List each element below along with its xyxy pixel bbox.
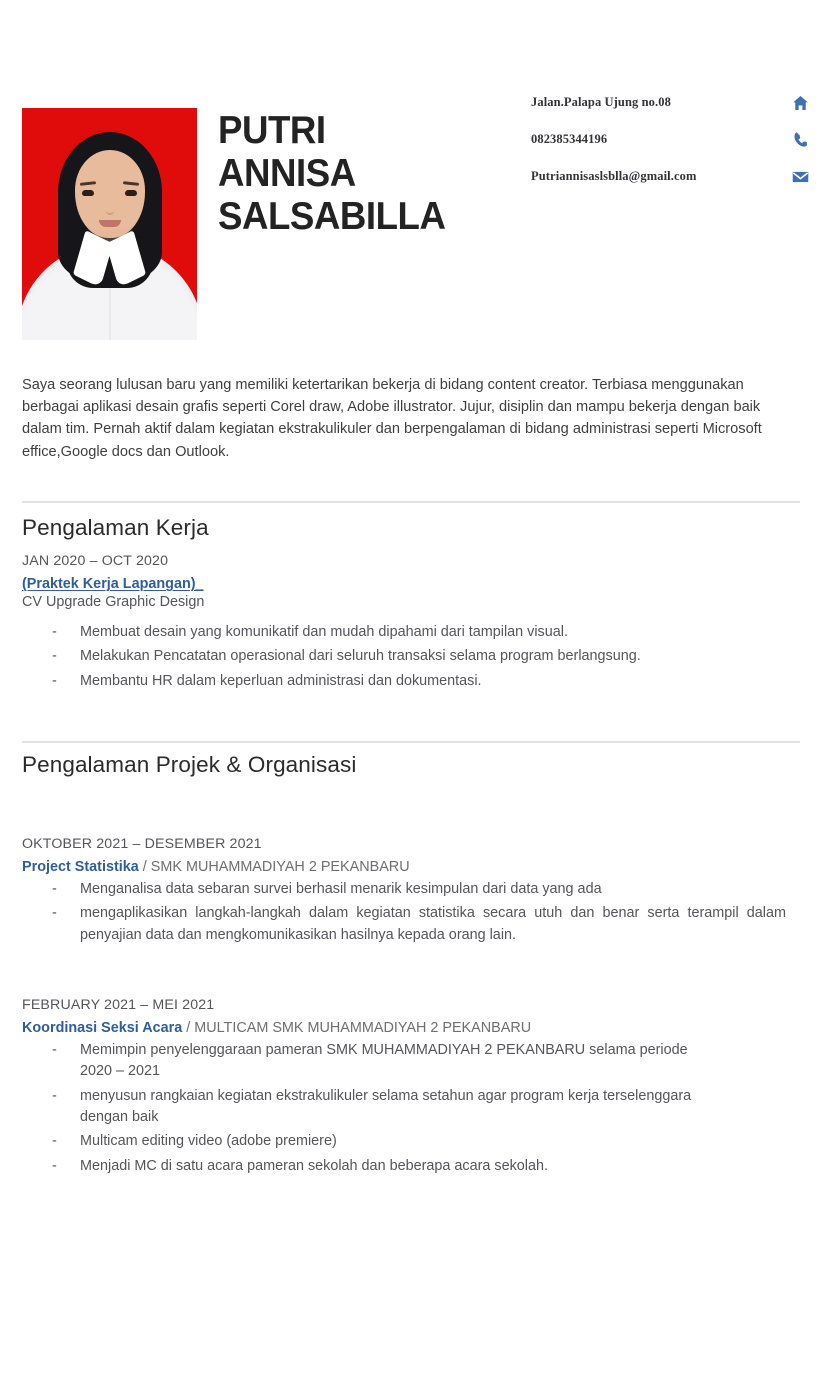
- list-item: - Membuat desain yang komunikatif dan mudah dipahami dari tampilan visual.: [22, 622, 804, 643]
- phone-icon: [791, 130, 810, 149]
- list-item: - Menjadi MC di satu acara pameran sekolah dan beberapa acara sekolah.: [22, 1156, 804, 1177]
- resume-header: [0, 0, 828, 355]
- photo-nose: [105, 203, 114, 215]
- name-line-2: ANNISA: [218, 152, 356, 196]
- work-entry-role: [22, 576, 804, 592]
- list-item: - menyusun rangkaian kegiatan ekstrakulikuler selama setahun agar program kerja terselenggara dengan baik: [22, 1086, 804, 1129]
- candidate-name: [218, 109, 460, 242]
- address-text: Jalan.Palapa Ujung no.08: [531, 95, 671, 109]
- project-entry-2-organization: MULTICAM SMK MUHAMMADIYAH 2 PEKANBARU: [194, 1020, 532, 1036]
- summary-paragraph: Saya seorang lulusan baru yang memiliki ketertarikan bekerja di bidang content creator. Terbiasa menggunakan berbagai aplikasi desain grafis seperti Corel draw, Adobe illustrator. Jujur, disiplin dan mampu bekerja dengan baik dalam tim. Pernah aktif dalam kegiatan ekstrakulikuler dan berpengalaman di bidang administrasi seperti Microsoft effice,Google docs dan Outlook.: [22, 376, 762, 460]
- profile-photo: [22, 108, 197, 340]
- list-item: - Melakukan Pencatatan operasional dari seluruh transaksi selama program berlangsung.: [22, 646, 804, 667]
- name-line-1: PUTRI: [218, 109, 326, 152]
- list-item: - Menganalisa data sebaran survei berhasil menarik kesimpulan dari data yang ada: [22, 879, 804, 900]
- phone-text: 082385344196: [531, 132, 608, 146]
- email-text: Putriannisaslsblla@gmail.com: [531, 169, 697, 183]
- project-entry-2-role: [22, 1020, 804, 1036]
- photo-shirt-placket: [109, 282, 110, 340]
- project-entry-1: [22, 836, 804, 949]
- photo-eye-left: [82, 190, 94, 196]
- project-entry-2-role-label: Koordinasi Seksi Acara: [22, 1020, 183, 1036]
- work-entry-bullets: [22, 622, 804, 692]
- project-entry-2-bullets: [22, 1040, 804, 1177]
- contact-block: [531, 84, 811, 195]
- home-icon: [791, 93, 810, 112]
- project-entry-1-organization: SMK MUHAMMADIYAH 2 PEKANBARU: [150, 859, 410, 875]
- section-title-work: Pengalaman Kerja: [22, 515, 209, 540]
- divider-work: [22, 501, 800, 503]
- project-entry-1-role-label: Project Statistika: [22, 859, 139, 875]
- project-entry-2-date: FEBRUARY 2021 – MEI 2021: [22, 997, 215, 1013]
- project-entry-2: [22, 997, 804, 1180]
- project-entry-1-separator: /: [138, 859, 151, 875]
- project-entry-1-date: OKTOBER 2021 – DESEMBER 2021: [22, 836, 262, 852]
- work-entry: [22, 553, 804, 692]
- work-entry-role-label: (Praktek Kerja Lapangan)_: [22, 576, 204, 592]
- mail-icon: [791, 167, 810, 186]
- list-item: - Memimpin penyelenggaraan pameran SMK MUHAMMADIYAH 2 PEKANBARU selama periode 2020 – 2021: [22, 1040, 804, 1083]
- divider-projects: [22, 741, 800, 743]
- work-entry-organization: CV Upgrade Graphic Design: [22, 594, 205, 610]
- project-entry-1-bullets: [22, 879, 804, 946]
- list-item: - mengaplikasikan langkah-langkah dalam kegiatan statistika secara utuh dan benar serta terampil dalam penyajian data dan mengkomunikasikan hasilnya kepada orang lain.: [22, 903, 804, 946]
- section-work-experience: [22, 515, 804, 695]
- list-item: - Multicam editing video (adobe premiere): [22, 1131, 804, 1152]
- photo-eye-right: [125, 190, 137, 196]
- contact-row-email: [531, 158, 811, 195]
- list-item: - Membantu HR dalam keperluan administrasi dan dokumentasi.: [22, 671, 804, 692]
- name-line-3: SALSABILLA: [218, 195, 446, 239]
- section-projects-organizations: [22, 752, 804, 778]
- contact-row-phone: [531, 121, 811, 158]
- contact-row-address: [531, 84, 811, 121]
- section-title-projects: Pengalaman Projek & Organisasi: [22, 752, 357, 777]
- project-entry-1-role: [22, 859, 804, 875]
- project-entry-2-separator: /: [182, 1020, 195, 1036]
- work-entry-date: JAN 2020 – OCT 2020: [22, 553, 169, 569]
